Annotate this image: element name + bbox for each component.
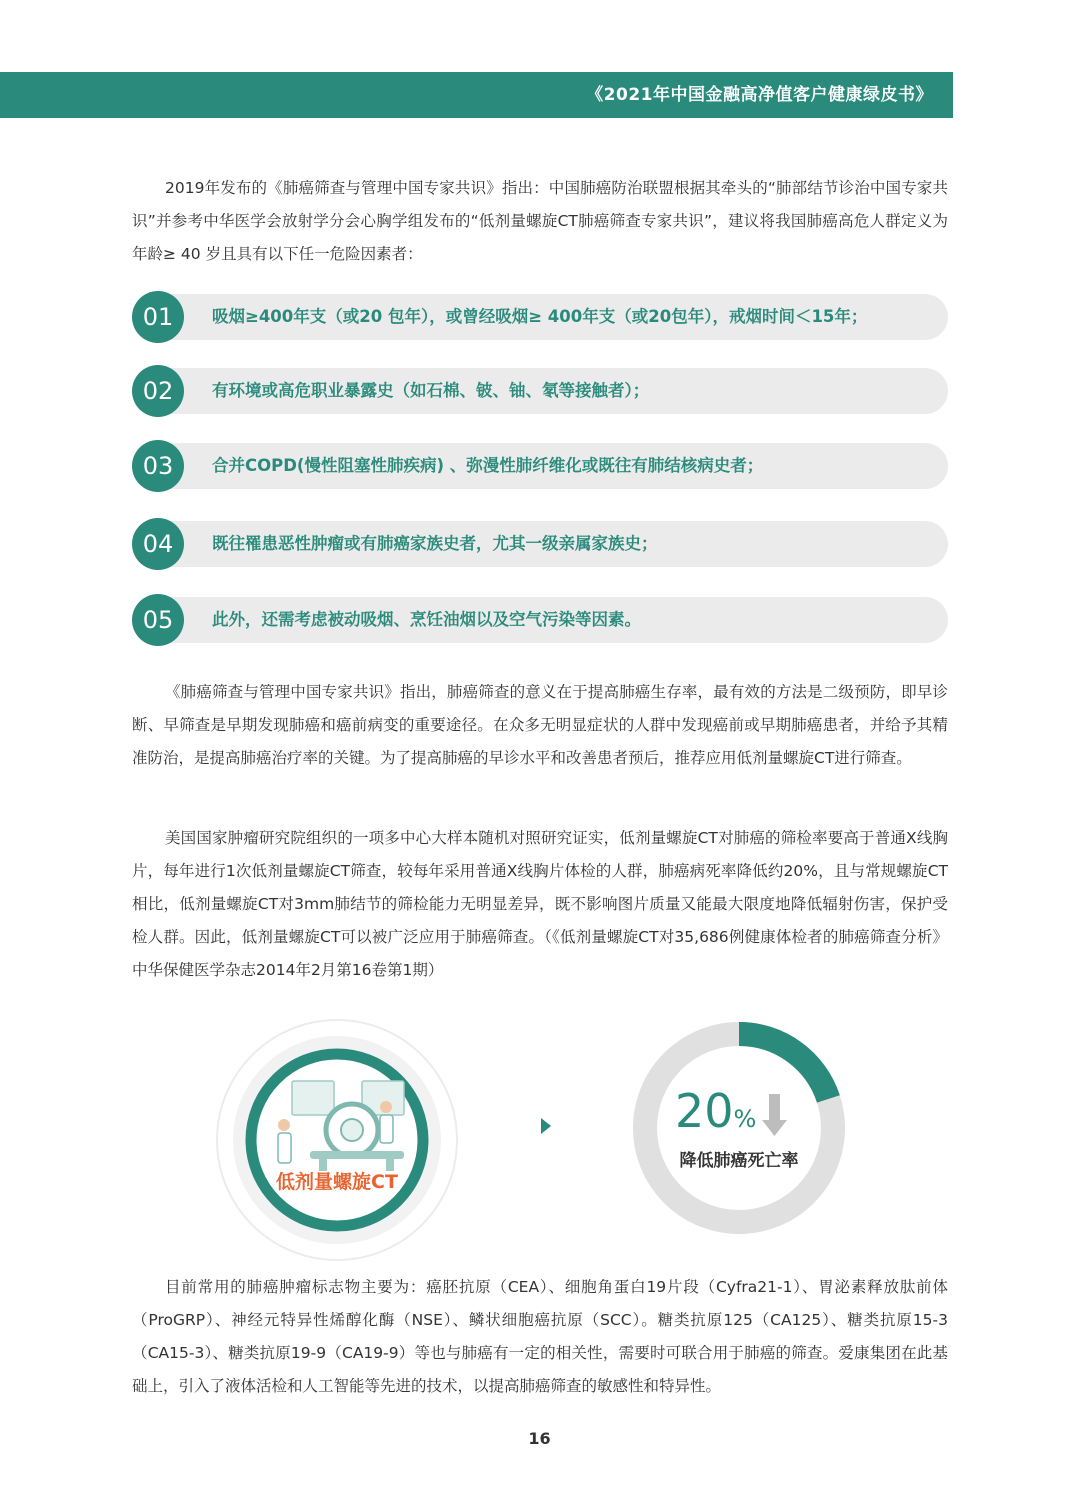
risk-factor-number: 04 (132, 518, 184, 570)
study-paragraph: 美国国家肿瘤研究院组织的一项多中心大样本随机对照研究证实，低剂量螺旋CT对肺癌的筛检率要高于普通X线胸片，每年进行1次低剂量螺旋CT筛查，较每年采用普通X线胸片体检的人群，肺癌病死率降低约20%，且与常规螺旋CT相比，低剂量螺旋CT对3mm肺结节的筛检能力无明显差异，既不影响图片质量又能最大限度地降低辐射伤害，保护受检人群。因此，低剂量螺旋CT可以被广泛应用于肺癌筛查。（《低剂量螺旋CT对35,686例健康体检者的肺癌筛查分析》中华保健医学杂志2014年2月第16卷第1期） (132, 829, 948, 979)
stat-percentage (675, 1086, 756, 1144)
screening-significance-paragraph: 《肺癌筛查与管理中国专家共识》指出，肺癌筛查的意义在于提高肺癌生存率，最有效的方法是二级预防，即早诊断、早筛查是早期发现肺癌和癌前病变的重要途径。在众多无明显症状的人群中发现癌前或早期肺癌患者，并给予其精准防治，是提高肺癌治疗率的关键。为了提高肺癌的早诊水平和改善患者预后，推荐应用低剂量螺旋CT进行筛查。 (132, 683, 948, 767)
mortality-reduction-donut (627, 1016, 851, 1240)
risk-factor-text: 此外，还需考虑被动吸烟、烹饪油烟以及空气污染等因素。 (212, 610, 641, 629)
risk-factor-item (132, 291, 948, 343)
stat-label: 降低肺癌死亡率 (679, 1151, 799, 1171)
risk-factor-text: 吸烟≥400年支（或20 包年），或曾经吸烟≥ 400年支（或20包年），戒烟时间＜15年； (212, 307, 868, 326)
ct-scan-figure (212, 1015, 462, 1265)
risk-factor-number: 05 (132, 594, 184, 646)
risk-factor-number: 03 (132, 440, 184, 492)
risk-factor-item (132, 594, 948, 646)
ct-scan-illustration (212, 1015, 462, 1265)
risk-factor-number: 01 (132, 291, 184, 343)
header-bar (0, 72, 953, 118)
stat-value: 20 (675, 1084, 734, 1138)
risk-factor-text: 有环境或高危职业暴露史（如石棉、铍、铀、氡等接触者）； (212, 381, 650, 400)
risk-factor-number: 02 (132, 365, 184, 417)
tumor-markers-paragraph: 目前常用的肺癌肿瘤标志物主要为：癌胚抗原（CEA）、细胞角蛋白19片段（Cyfra21-1）、胃泌素释放肽前体（ProGRP）、神经元特异性烯醇化酶（NSE）、鳞状细胞癌抗原（SCC）。糖类抗原125（CA125）、糖类抗原15-3（CA15-3）、糖类抗原19-9（CA19-9）等也与肺癌有一定的相关性，需要时可联合用于肺癌的筛查。爱康集团在此基础上，引入了液体活检和人工智能等先进的技术，以提高肺癌筛查的敏感性和特异性。 (132, 1278, 948, 1395)
risk-factor-item (132, 365, 948, 417)
stat-unit: % (733, 1105, 757, 1133)
risk-factor-item (132, 518, 948, 570)
risk-factor-text: 既往罹患恶性肿瘤或有肺癌家族史者，尤其一级亲属家族史； (212, 534, 658, 553)
ct-label: 低剂量螺旋CT (276, 1171, 398, 1193)
arrow-down-icon (762, 1094, 787, 1136)
risk-factor-text: 合并COPD(慢性阻塞性肺疾病) 、弥漫性肺纤维化或既往有肺结核病史者； (212, 456, 764, 475)
intro-paragraph: 2019年发布的《肺癌筛查与管理中国专家共识》指出：中国肺癌防治联盟根据其牵头的“肺部结节诊治中国专家共识”并参考中华医学会放射学分会心胸学组发布的“低剂量螺旋CT肺癌筛查专家共识”，建议将我国肺癌高危人群定义为年龄≥ 40 岁且具有以下任一危险因素者： (132, 179, 948, 263)
risk-factor-item (132, 440, 948, 492)
page-number: 16 (528, 1429, 551, 1448)
document-title: 《2021年中国金融高净值客户健康绿皮书》 (586, 85, 933, 105)
arrow-right-icon (539, 1117, 553, 1135)
